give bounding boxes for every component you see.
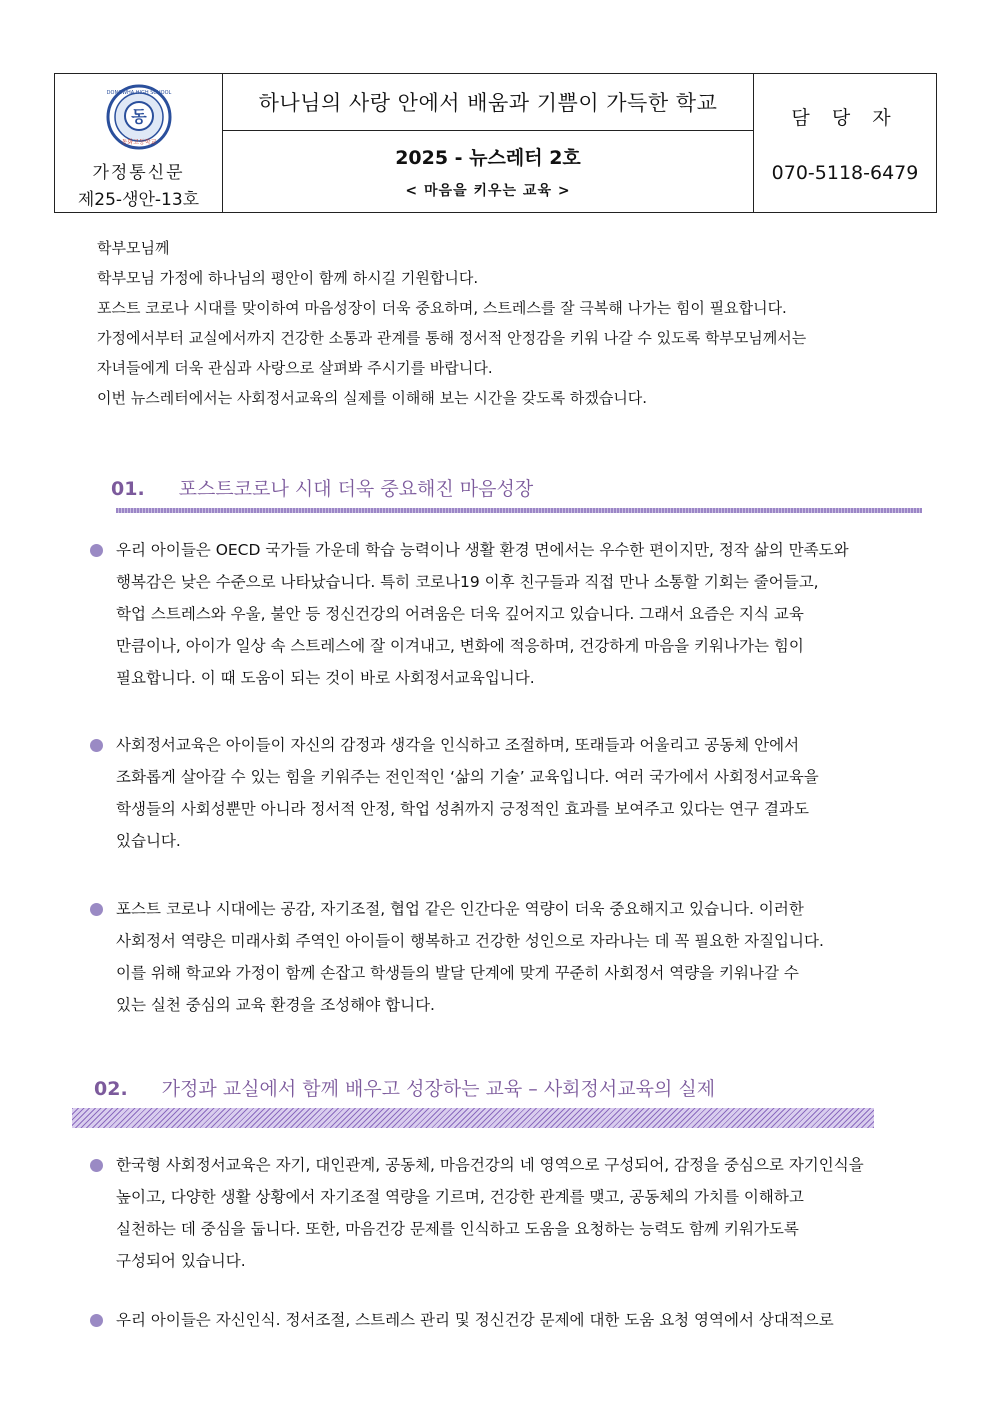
bullet-dot-icon [90,544,103,557]
bullet-line: 학생들의 사회성뿐만 아니라 정서적 안정, 학업 성취까지 긍정적인 효과를 보여주고 있다는 연구 결과도 [116,800,809,818]
section-2-bullet [90,1149,916,1277]
issue-block [223,131,753,212]
bullet-line: 조화롭게 살아갈 수 있는 힘을 키워주는 전인적인 ‘삶의 기술’ 교육입니다. 여러 국가에서 사회정서교육을 [116,768,819,786]
svg-text:DONGWHA HIGH SCHOOL: DONGWHA HIGH SCHOOL [106,90,171,96]
bullet-line: 사회정서교육은 아이들이 자신의 감정과 생각을 인식하고 조절하며, 또래들과 어울리고 공동체 안에서 [116,736,800,754]
bullet-dot-icon [90,1314,103,1327]
intro-line: 학부모님께 [97,239,170,257]
bullet-line: 포스트 코로나 시대에는 공감, 자기조절, 협업 같은 인간다운 역량이 더욱 중요해지고 있습니다. 이러한 [116,900,804,918]
section-1-heading [111,474,533,501]
intro-line: 자녀들에게 더욱 관심과 사랑으로 살펴봐 주시기를 바랍니다. [97,359,493,377]
section-2-bullet [90,1304,916,1336]
section-2-number: 02. [94,1078,128,1100]
bullet-line: 있습니다. [116,832,181,850]
header-right-cell [754,74,936,212]
bullet-dot-icon [90,1159,103,1172]
intro-line: 이번 뉴스레터에서는 사회정서교육의 실제를 이해해 보는 시간을 갖도록 하겠습니다. [97,389,648,407]
intro-line: 가정에서부터 교실에서까지 건강한 소통과 관계를 통해 정서적 안정감을 키워 나갈 수 있도록 학부모님께서는 [97,329,807,347]
svg-text:동: 동 [130,109,147,126]
bullet-line: 높이고, 다양한 생활 상황에서 자기조절 역량을 기르며, 건강한 관계를 맺고, 공동체의 가치를 이해하고 [116,1188,804,1206]
section-1-number: 01. [111,478,145,500]
header-table [54,73,937,213]
bullet-line: 한국형 사회정서교육은 자기, 대인관계, 공동체, 마음건강의 네 영역으로 구성되어, 감정을 중심으로 자기인식을 [116,1156,864,1174]
bullet-line: 만큼이나, 아이가 일상 속 스트레스에 잘 이겨내고, 변화에 적응하며, 건강하게 마음을 키워나가는 힘이 [116,637,804,655]
section-1-rule [116,508,922,513]
bullet-line: 필요합니다. 이 때 도움이 되는 것이 바로 사회정서교육입니다. [116,669,535,687]
bullet-line: 구성되어 있습니다. [116,1252,246,1270]
bullet-line: 우리 아이들은 OECD 국가들 가운데 학습 능력이나 생활 환경 면에서는 우수한 편이지만, 정작 삶의 만족도와 [116,541,849,559]
bullet-dot-icon [90,739,103,752]
section-1-bullet [90,534,916,694]
section-1-bullet [90,893,916,1021]
section-2-heading [94,1074,715,1101]
section-2-rule [72,1108,874,1128]
doc-number: 제25-생안-13호 [77,190,200,210]
svg-text:동화고등학교: 동화고등학교 [121,139,156,146]
doc-type: 가정통신문 [92,163,185,183]
bullet-line: 학업 스트레스와 우울, 불안 등 정신건강의 어려움은 더욱 깊어지고 있습니다. 그래서 요즘은 지식 교육 [116,605,804,623]
contact-phone: 070-5118-6479 [771,161,919,184]
bullet-line: 우리 아이들은 자신인식. 정서조절, 스트레스 관리 및 정신건강 문제에 대한 도움 요청 영역에서 상대적으로 [116,1311,834,1329]
bullet-line: 행복감은 낮은 수준으로 나타났습니다. 특히 코로나19 이후 친구들과 직접 만나 소통할 기회는 줄어들고, [116,573,819,591]
header-left-cell [55,74,223,212]
bullet-line: 이를 위해 학교와 가정이 함께 손잡고 학생들의 발달 단계에 맞게 꾸준히 사회정서 역량을 키워나갈 수 [116,964,799,982]
bullet-dot-icon [90,903,103,916]
intro-letter [97,233,917,413]
section-2-title: 가정과 교실에서 함께 배우고 성장하는 교육 – 사회정서교육의 실제 [161,1078,716,1100]
issue-title: 2025 - 뉴스레터 2호 [395,147,581,169]
intro-line: 포스트 코로나 시대를 맞이하여 마음성장이 더욱 중요하며, 스트레스를 잘 극복해 나가는 힘이 필요합니다. [97,299,787,317]
school-motto: 하나님의 사랑 안에서 배움과 기쁨이 가득한 학교 [223,74,753,131]
header-center-cell [223,74,754,212]
school-logo [106,84,172,150]
bullet-line: 실천하는 데 중심을 둡니다. 또한, 마음건강 문제를 인식하고 도움을 요청하는 능력도 함께 키워가도록 [116,1220,799,1238]
contact-label: 담 당 자 [791,106,899,129]
issue-subtitle: < 마음을 키우는 교육 > [405,183,571,199]
bullet-line: 있는 실천 중심의 교육 환경을 조성해야 합니다. [116,996,435,1014]
section-1-title: 포스트코로나 시대 더욱 중요해진 마음성장 [178,478,534,500]
bullet-line: 사회정서 역량은 미래사회 주역인 아이들이 행복하고 건강한 성인으로 자라나는 데 꼭 필요한 자질입니다. [116,932,824,950]
intro-line: 학부모님 가정에 하나님의 평안이 함께 하시길 기원합니다. [97,269,479,287]
section-1-bullet [90,729,916,857]
